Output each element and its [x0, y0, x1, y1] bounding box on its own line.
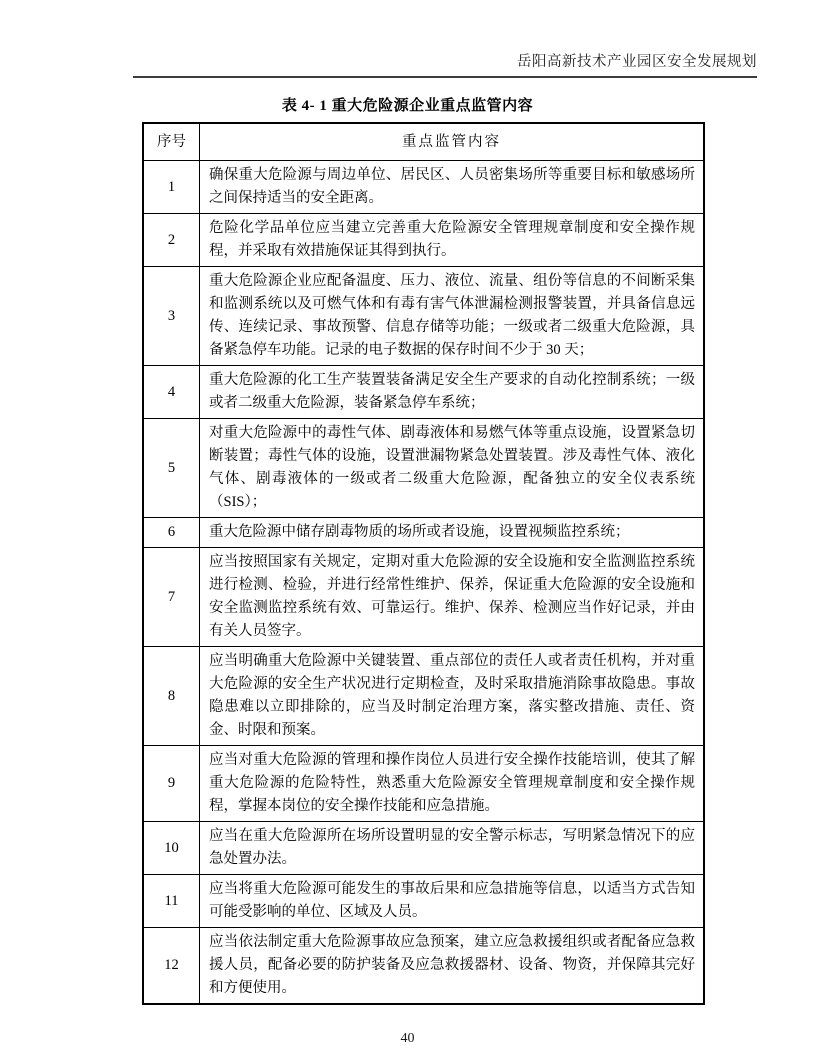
header-title: 岳阳高新技术产业园区安全发展规划 [517, 54, 757, 70]
row-content: 重大危险源企业应配备温度、压力、液位、流量、组份等信息的不间断采集和监测系统以及可燃气体和有毒有害气体泄漏检测报警装置，并具备信息远传、连续记录、事故预警、信息存储等功能；一级或者二级重大危险源，具备紧急停车功能。记录的电子数据的保存时间不少于 30 天； [200, 267, 705, 366]
row-content: 对重大危险源中的毒性气体、剧毒液体和易燃气体等重点设施，设置紧急切断装置；毒性气体的设施，设置泄漏物紧急处置装置。涉及毒性气体、液化气体、剧毒液体的一级或者二级重大危险源，配备独立的安全仪表系统（SIS）； [200, 419, 705, 518]
row-number: 6 [143, 518, 200, 548]
row-number: 4 [143, 366, 200, 419]
table-row [143, 161, 704, 214]
row-number: 7 [143, 548, 200, 647]
table-row [143, 366, 704, 419]
row-content: 重大危险源中储存剧毒物质的场所或者设施，设置视频监控系统； [200, 518, 705, 548]
column-header-seq: 序号 [143, 123, 200, 161]
table-row [143, 214, 704, 267]
row-number: 1 [143, 161, 200, 214]
row-content: 危险化学品单位应当建立完善重大危险源安全管理规章制度和安全操作规程，并采取有效措施保证其得到执行。 [200, 214, 705, 267]
row-number: 10 [143, 822, 200, 875]
table-caption: 表 4- 1 重大危险源企业重点监管内容 [281, 98, 534, 114]
row-number: 2 [143, 214, 200, 267]
supervision-table [142, 122, 705, 1005]
row-number: 5 [143, 419, 200, 518]
row-number: 12 [143, 928, 200, 1005]
row-content: 应当在重大危险源所在场所设置明显的安全警示标志，写明紧急情况下的应急处置办法。 [200, 822, 705, 875]
row-content: 确保重大危险源与周边单位、居民区、人员密集场所等重要目标和敏感场所之间保持适当的安全距离。 [200, 161, 705, 214]
row-content: 重大危险源的化工生产装置装备满足安全生产要求的自动化控制系统；一级或者二级重大危险源，装备紧急停车系统； [200, 366, 705, 419]
table-row [143, 267, 704, 366]
table-row [143, 548, 704, 647]
row-content: 应当依法制定重大危险源事故应急预案，建立应急救援组织或者配备应急救援人员，配备必要的防护装备及应急救援器材、设备、物资，并保障其完好和方便使用。 [200, 928, 705, 1005]
table-row [143, 647, 704, 746]
row-number: 9 [143, 746, 200, 822]
page-header [133, 50, 757, 78]
table-row [143, 518, 704, 548]
table-header-row [143, 123, 704, 161]
row-content: 应当明确重大危险源中关键装置、重点部位的责任人或者责任机构，并对重大危险源的安全生产状况进行定期检查，及时采取措施消除事故隐患。事故隐患难以立即排除的，应当及时制定治理方案，落实整改措施、责任、资金、时限和预案。 [200, 647, 705, 746]
column-header-content: 重点监管内容 [200, 123, 705, 161]
table-row [143, 822, 704, 875]
table-row [143, 419, 704, 518]
row-number: 8 [143, 647, 200, 746]
row-content: 应当对重大危险源的管理和操作岗位人员进行安全操作技能培训，使其了解重大危险源的危险特性，熟悉重大危险源安全管理规章制度和安全操作规程，掌握本岗位的安全操作技能和应急措施。 [200, 746, 705, 822]
page-number: 40 [400, 1031, 415, 1046]
row-content: 应当将重大危险源可能发生的事故后果和应急措施等信息，以适当方式告知可能受影响的单位、区域及人员。 [200, 875, 705, 928]
table-row [143, 746, 704, 822]
row-number: 3 [143, 267, 200, 366]
row-number: 11 [143, 875, 200, 928]
table-row [143, 928, 704, 1005]
row-content: 应当按照国家有关规定，定期对重大危险源的安全设施和安全监测监控系统进行检测、检验，并进行经常性维护、保养，保证重大危险源的安全设施和安全监测监控系统有效、可靠运行。维护、保养、检测应当作好记录，并由有关人员签字。 [200, 548, 705, 647]
table-row [143, 875, 704, 928]
